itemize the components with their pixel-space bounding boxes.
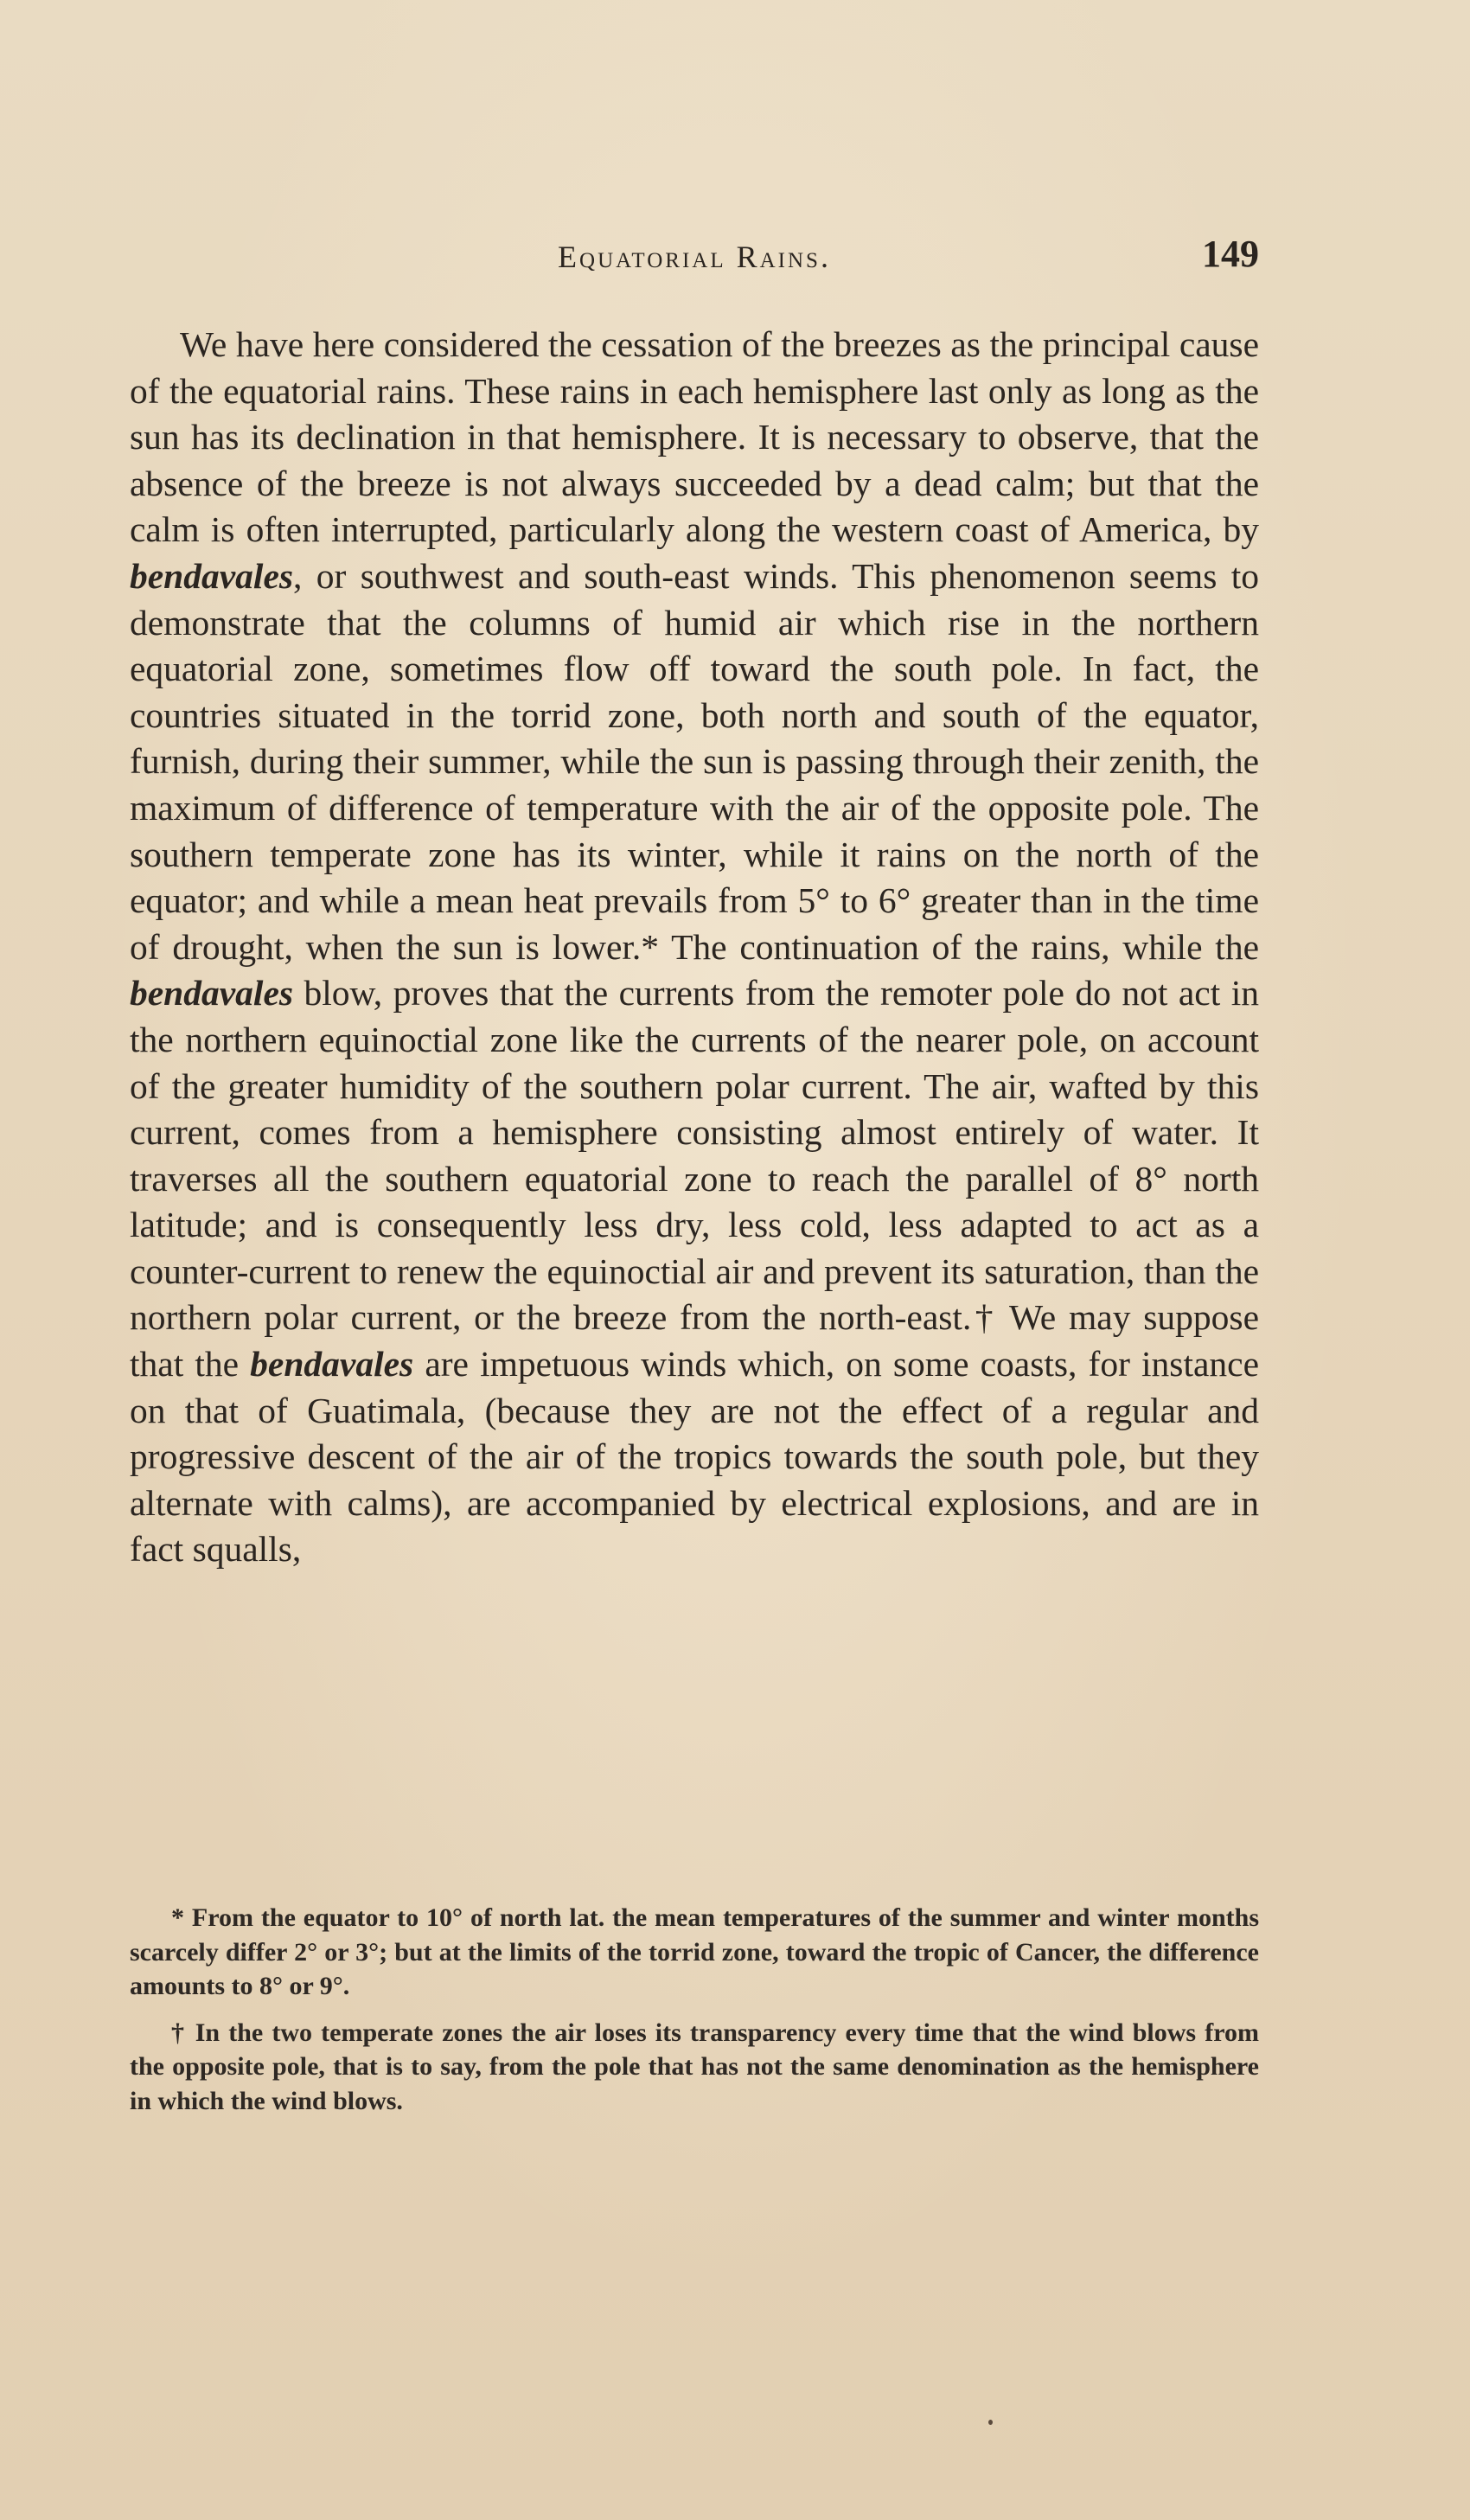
- paper-speck: [988, 2420, 993, 2425]
- footnote-dagger: † In the two temperate zones the air loses its transparency every time that the wind blows from the opposite pole, that is to say, from the pole that has not the same denomination as the hemisphere in which the wind blows.: [130, 2018, 1259, 2115]
- italic-term: bendavales: [250, 1344, 414, 1385]
- footnotes: [130, 1901, 1259, 2130]
- body-text-segment: We have here considered the cessation of the breezes as the principal cause of the equatorial rains. These rains in each hemisphere last only as long as the sun has its declination in that hemisphere. It is necessary to observe, that the absence of the breeze is not always succeeded by a dead calm; but that the calm is often interrupted, particularly along the western coast of America, by: [130, 324, 1259, 550]
- page-number: 149: [1202, 233, 1259, 275]
- body-text-segment: are impetuous winds which, on some coasts, for instance on that of Guatimala, (because they are not the effect of a regular and progressive descent of the air of the tropics towards the south pole, but they alternate with calms), are accompanied by electrical explosions, and are in fact squalls,: [130, 1344, 1259, 1570]
- body-text-segment: , or southwest and south-east winds. This phenomenon seems to demonstrate that the columns of humid air which rise in the northern equatorial zone, sometimes flow off toward the south pole. In fact, the countries situated in the torrid zone, both north and south of the equator, furnish, during their summer, while the sun is passing through their zenith, the maximum of difference of temperature with the air of the opposite pole. The southern temperate zone has its winter, while it rains on the north of the equator; and while a mean heat prevails from 5° to 6° greater than in the time of drought, when the sun is lower.* The continuation of the rains, while the: [130, 555, 1259, 967]
- running-head: [130, 232, 1259, 284]
- footnote-asterisk: * From the equator to 10° of north lat. the mean temperatures of the summer and winter months scarcely differ 2° or 3°; but at the limits of the torrid zone, toward the tropic of Cancer, the difference amounts to 8° or 9°.: [130, 1903, 1259, 2000]
- body-paragraph: [130, 322, 1259, 1573]
- italic-term: bendavales: [130, 973, 294, 1014]
- running-title: Equatorial Rains.: [558, 240, 831, 274]
- italic-term: bendavales: [130, 555, 294, 596]
- body-text-segment: blow, proves that the currents from the remoter pole do not act in the northern equinoctial zone like the currents of the nearer pole, on account of the greater humidity of the southern polar current. The air, wafted by this current, comes from a hemisphere consisting almost entirely of water. It traverses all the southern equatorial zone to reach the parallel of 8° north latitude; and is consequently less dry, less cold, less adapted to act as a counter-current to renew the equinoctial air and prevent its saturation, than the northern polar current, or the breeze from the north-east.† We may suppose that the: [130, 973, 1259, 1385]
